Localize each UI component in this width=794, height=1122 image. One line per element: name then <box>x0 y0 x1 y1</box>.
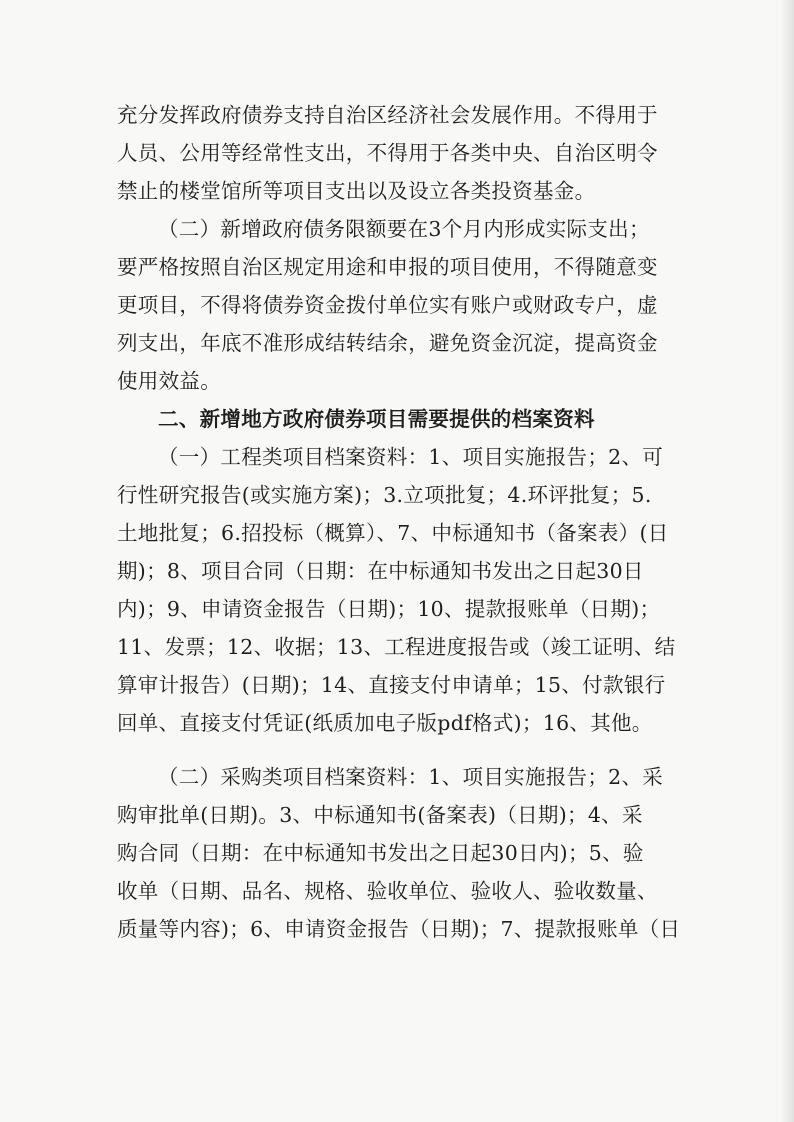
text-line: 充分发挥政府债券支持自治区经济社会发展作用。不得用于 <box>117 103 658 127</box>
page-edge-shadow <box>780 0 794 1122</box>
text-line: 禁止的楼堂馆所等项目支出以及设立各类投资基金。 <box>117 179 596 203</box>
text-line: 行性研究报告(或实施方案)；3.立项批复；4.环评批复；5. <box>117 483 652 507</box>
text-line: 期)；8、项目合同（日期：在中标通知书发出之日起30日 <box>117 559 644 583</box>
text-line: 要严格按照自治区规定用途和申报的项目使用，不得随意变 <box>117 255 658 279</box>
section-heading: 二、新增地方政府债券项目需要提供的档案资料 <box>158 407 595 431</box>
text-line: 购审批单(日期)。3、中标通知书(备案表)（日期)；4、采 <box>117 803 643 827</box>
text-line: 土地批复；6.招投标（概算）、7、中标通知书（备案表）(日 <box>117 521 669 545</box>
text-line: 内)；9、申请资金报告（日期)；10、提款报账单（日期)； <box>117 597 661 621</box>
text-line: 质量等内容)；6、申请资金报告（日期)；7、提款报账单（日 <box>117 917 681 941</box>
text-line: 更项目，不得将债券资金拨付单位实有账户或财政专户，虚 <box>117 293 658 317</box>
text-line: 人员、公用等经常性支出，不得用于各类中央、自治区明令 <box>117 141 658 165</box>
text-line: （二）采购类项目档案资料：1、项目实施报告；2、采 <box>158 765 664 789</box>
text-line: （一）工程类项目档案资料：1、项目实施报告；2、可 <box>158 445 664 469</box>
text-line: 使用效益。 <box>117 369 221 393</box>
text-line: 回单、直接支付凭证(纸质加电子版pdf格式)；16、其他。 <box>117 711 653 735</box>
body-text <box>117 96 681 948</box>
text-line: 购合同（日期：在中标通知书发出之日起30日内)；5、验 <box>117 841 644 865</box>
text-line: 算审计报告）(日期)；14、直接支付申请单；15、付款银行 <box>117 673 666 697</box>
text-line: 11、发票；12、收据；13、工程进度报告或（竣工证明、结 <box>117 635 676 659</box>
text-line: 收单（日期、品名、规格、验收单位、验收人、验收数量、 <box>117 879 658 903</box>
text-line: 列支出，年底不准形成结转结余，避免资金沉淀，提高资金 <box>117 331 658 355</box>
text-line: （二）新增政府债务限额要在3个月内形成实际支出； <box>158 217 650 241</box>
paragraph-gap <box>117 742 667 758</box>
